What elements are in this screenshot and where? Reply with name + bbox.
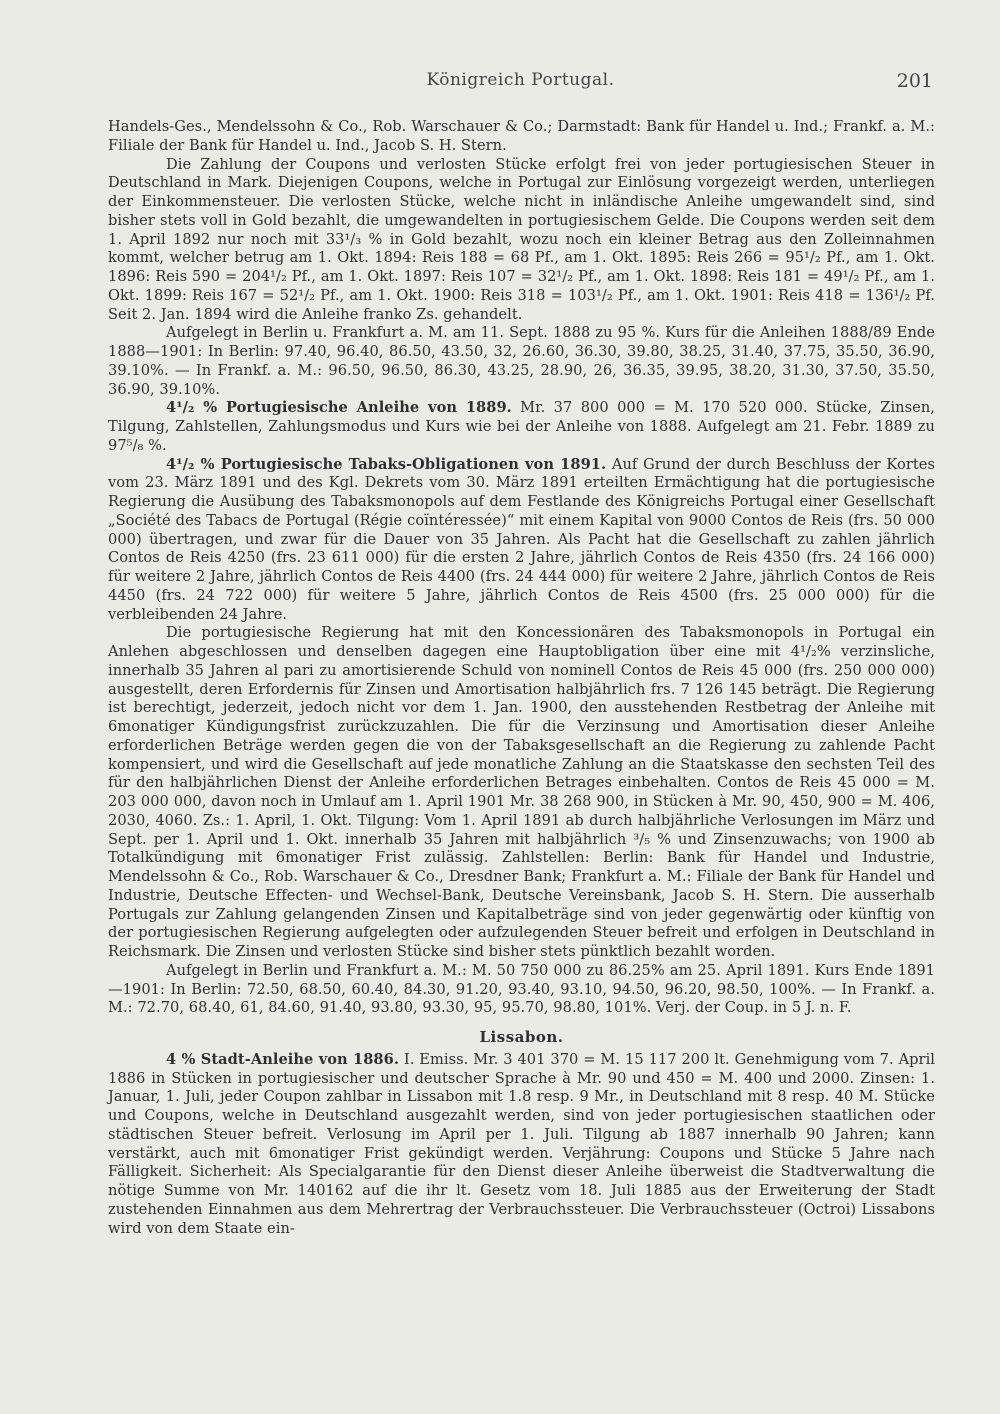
loan-1889-heading: 4¹/₂ % Portugiesische Anleihe von 1889. bbox=[166, 399, 512, 417]
running-header bbox=[108, 70, 933, 100]
section-heading-lissabon: Lissabon. bbox=[479, 1028, 564, 1046]
loan-1889-text: Mr. 37 800 000 = M. 170 520 000. Stücke, Zinsen, Tilgung, Zahlstellen, Zahlungsmodus und Kurs wie bei der Anleihe von 1888. Aufgelegt am 21. Febr. 1889 zu 97⁵/₈ %. bbox=[108, 399, 935, 454]
paragraph-loan-1889 bbox=[108, 399, 935, 455]
running-title: Königreich Portugal. bbox=[426, 70, 615, 90]
paragraph-payment-agents: Handels-Ges., Mendelssohn & Co., Rob. Warschauer & Co.; Darmstadt: Bank für Handel u. Ind.; Frankf. a. M.: Filiale der Bank für Handel u. Ind., Jacob S. H. Stern. bbox=[108, 118, 935, 154]
body-text bbox=[108, 118, 935, 1238]
page-number: 201 bbox=[896, 70, 933, 92]
paragraph-tobacco-loan: Die portugiesische Regierung hat mit den Koncessionären des Tabaksmonopols in Portugal ein Anlehen abgeschlossen und denselben dagegen eine Hauptobligation über eine mit 4¹/₂% verzinsliche, innerhalb 35 Jahren al pari zu amortisierende Schuld von nominell Contos de Reis 45 000 (frs. 250 000 000) ausgestellt, deren Erfordernis für Zinsen und Amortisation halbjährlich frs. 7 126 145 beträgt. Die Regierung ist berechtigt, jederzeit, jedoch nicht vor dem 1. Jan. 1900, den ausstehenden Restbetrag der Anleihe mit 6monatiger Kündigungsfrist zurückzuzahlen. Die für die Verzinsung und Amortisation dieser Anleihe erforderlichen Beträge werden gegen die von der Tabaksgesellschaft an die Regierung zu zahlende Pacht kompensiert, und wird die Gesellschaft auf jede monatliche Zahlung an die Staatskasse den sechsten Teil des für den halbjährlichen Dienst der Anleihe erforderlichen Betrages einbehalten. Contos de Reis 45 000 = M. 203 000 000, davon noch in Umlauf am 1. April 1901 Mr. 38 268 900, in Stücken à Mr. 90, 450, 900 = M. 406, 2030, 4060. Zs.: 1. April, 1. Okt. Tilgung: Vom 1. April 1891 ab durch halbjährliche Verlosungen im März und Sept. per 1. April und 1. Okt. innerhalb 35 Jahren mit halbjährlich ³/₅ % und Zinsenzuwachs; von 1900 ab Totalkündigung mit 6monatiger Frist zulässig. Zahlstellen: Berlin: Bank für Handel und Industrie, Mendelssohn & Co., Rob. Warschauer & Co., Dresdner Bank; Frankfurt a. M.: Filiale der Bank für Handel und Industrie, Deutsche Effecten- und Wechsel-Bank, Deutsche Vereinsbank, Jacob S. H. Stern. Die ausserhalb Portugals zur Zahlung gelangenden Zinsen und Kapitalbeträge sind von jeder gegenwärtig oder künftig von der portugiesischen Regierung aufgelegten oder aufzulegenden Steuer befreit und erfolgen in Deutschland in Reichsmark. Die Zinsen und verlosten Stücke sind bisher stets pünktlich bezahlt worden. bbox=[108, 624, 935, 960]
paragraph-issue-1888: Aufgelegt in Berlin u. Frankfurt a. M. am 11. Sept. 1888 zu 95 %. Kurs für die Anleihen 1888/89 Ende 1888—1901: In Berlin: 97.40, 96.40, 86.50, 43.50, 32, 26.60, 36.30, 39.80, 38.25, 31.40, 37.75, 35.50, 36.90, 39.10%. — In Frankf. a. M.: 96.50, 96.50, 86.30, 43.25, 28.90, 26, 36.35, 39.95, 38.20, 31.30, 37.50, 35.50, 36.90, 39.10%. bbox=[108, 324, 935, 398]
paragraph-tobacco-bonds bbox=[108, 456, 935, 625]
paragraph-coupon-payment: Die Zahlung der Coupons und verlosten Stücke erfolgt frei von jeder portugiesischen Steuer in Deutschland in Mark. Diejenigen Coupons, welche in Portugal zur Einlösung vorgezeigt werden, unterliegen der Einkommensteuer. Die verlosten Stücke, welche nicht in inländische Anleihe umgewandelt sind, sind bisher stets voll in Gold bezahlt, die umgewandelten in portugiesischem Gelde. Die Coupons werden seit dem 1. April 1892 nur noch mit 33¹/₃ % in Gold bezahlt, wozu noch ein kleiner Betrag aus den Zolleinnahmen kommt, welcher betrug am 1. Okt. 1894: Reis 188 = 68 Pf., am 1. Okt. 1895: Reis 266 = 95¹/₂ Pf., am 1. Okt. 1896: Reis 590 = 204¹/₂ Pf., am 1. Okt. 1897: Reis 107 = 32¹/₂ Pf., am 1. Okt. 1898: Reis 181 = 49¹/₂ Pf., am 1. Okt. 1899: Reis 167 = 52¹/₂ Pf., am 1. Okt. 1900: Reis 318 = 103¹/₂ Pf., am 1. Okt. 1901: Reis 418 = 136¹/₂ Pf. Seit 2. Jan. 1894 wird die Anleihe franko Zs. gehandelt. bbox=[108, 155, 935, 323]
tobacco-bonds-text: Auf Grund der durch Beschluss der Kortes vom 23. März 1891 und des Kgl. Dekrets vom 30. März 1891 erteilten Ermächtigung hat die portugiesische Regierung die Ausübung des Tabaksmonopols auf dem Festlande des Königreichs Portugal einer Gesellschaft „Société des Tabacs de Portugal (Régie coïntéressée)“ mit einem Kapital von 9000 Contos de Reis (frs. 50 000 000) übertragen, und zwar für die Dauer von 35 Jahren. Als Pacht hat die Gesellschaft zu zahlen jährlich Contos de Reis 4250 (frs. 23 611 000) für die ersten 2 Jahre, jährlich Contos de Reis 4350 (frs. 24 166 000) für weitere 2 Jahre, jährlich Contos de Reis 4400 (frs. 24 444 000) für weitere 2 Jahre, jährlich Contos de Reis 4450 (frs. 24 722 000) für weitere 5 Jahre, jährlich Contos de Reis 4500 (frs. 25 000 000) für die verbleibenden 24 Jahre. bbox=[108, 455, 935, 623]
city-loan-text: I. Emiss. Mr. 3 401 370 = M. 15 117 200 lt. Genehmigung vom 7. April 1886 in Stücken in portugiesischer und deutscher Sprache à Mr. 90 und 450 = M. 400 und 2000. Zinsen: 1. Januar, 1. Juli, jeder Coupon zahlbar in Lissabon mit 1.8 resp. 9 Mr., in Deutschland mit 8 resp. 40 M. Stücke und Coupons, welche in Deutschland ausgezahlt werden, sind von jeder portugiesischen staatlichen oder städtischen Steuer befreit. Verlosung im April per 1. Juli. Tilgung ab 1887 innerhalb 90 Jahren; kann verstärkt, auch mit 6monatiger Frist gekündigt werden. Verjährung: Coupons und Stücke 5 Jahre nach Fälligkeit. Sicherheit: Als Specialgarantie für den Dienst dieser Anleihe überweist die Stadtverwaltung die nötige Summe von Mr. 140162 auf die ihr lt. Gesetz vom 18. Juli 1885 aus der Erweiterung der Stadt zustehenden Einnahmen aus dem Mehrertrag der Verbrauchssteuer. Die Verbrauchssteuer (Octroi) Lissabons wird von dem Staate ein- bbox=[108, 1050, 936, 1237]
paragraph-issue-1891: Aufgelegt in Berlin und Frankfurt a. M.: M. 50 750 000 zu 86.25% am 25. April 1891. Kurs Ende 1891—1901: In Berlin: 72.50, 68.50, 60.40, 84.30, 91.20, 93.40, 93.10, 94.50, 96.20, 98.50, 100%. — In Frankf. a. M.: 72.70, 68.40, 61, 84.60, 91.40, 93.80, 93.30, 95, 95.70, 98.80, 101%. Verj. der Coup. in 5 J. n. F. bbox=[108, 961, 935, 1017]
paragraph-city-loan bbox=[108, 1051, 935, 1239]
city-loan-heading: 4 % Stadt-Anleihe von 1886. bbox=[166, 1050, 399, 1068]
tobacco-bonds-heading: 4¹/₂ % Portugiesische Tabaks-Obligationen von 1891. bbox=[166, 455, 607, 473]
